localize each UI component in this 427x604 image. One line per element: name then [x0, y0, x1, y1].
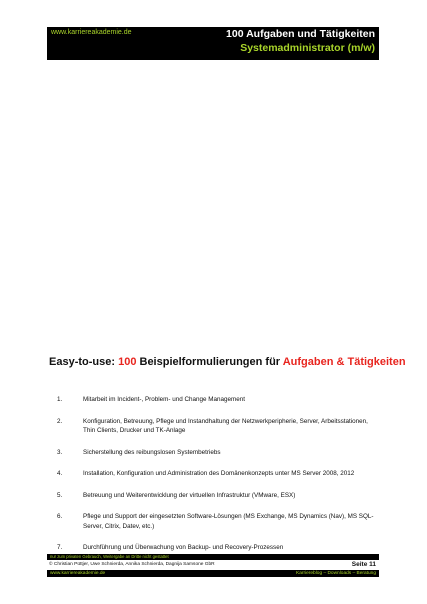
task-number: 5.	[57, 491, 63, 499]
footer-site-link[interactable]: www.karriereakademie.de	[50, 571, 106, 576]
task-number: 6.	[57, 513, 63, 520]
task-text: Betreuung und Weiterentwicklung der virtuellen Infrastruktur (VMware, ESX)	[83, 491, 296, 499]
section-headline	[49, 356, 406, 368]
headline-prefix: Easy-to-use:	[49, 356, 119, 368]
task-item	[57, 448, 377, 458]
header-subtitle: Systemadministrator (m/w)	[240, 42, 375, 54]
task-text: Konfiguration, Betreuung, Pflege und Instandhaltung der Netzwerkperipherie, Server, Arbeitsstationen, Thin Clients, Drucker und TK-Anlage	[83, 417, 368, 434]
task-text: Durchführung und Überwachung von Backup- und Recovery-Prozessen	[83, 544, 284, 551]
footer-blog-link[interactable]: Karriereblog – Downloads – Beratung	[296, 571, 376, 576]
task-item	[57, 491, 377, 501]
task-number: 1.	[57, 396, 63, 403]
task-number: 3.	[57, 448, 63, 456]
headline-number: 100	[118, 356, 137, 368]
task-text: Sicherstellung des reibungslosen Systembetriebs	[83, 448, 221, 456]
task-text: Mitarbeit im Incident-, Problem- und Change Management	[83, 396, 246, 403]
footer-notice: nur zum privaten Gebrauch, Weitergabe an Dritte nicht gestattet	[47, 554, 379, 560]
task-item	[57, 417, 377, 436]
task-text: Installation, Konfiguration und Administration des Domänenkonzepts unter MS Server 2008, 2012	[83, 470, 355, 477]
task-item	[57, 512, 377, 531]
task-item	[57, 395, 377, 405]
headline-highlight: Aufgaben & Tätigkeiten	[282, 356, 406, 368]
task-text: Pflege und Support der eingesetzten Software-Lösungen (MS Exchange, MS Dynamics (Nav), MS SQL-Server, Citrix, Datev, etc.)	[83, 513, 374, 530]
header-bar	[47, 27, 379, 60]
header-title: 100 Aufgaben und Tätigkeiten	[226, 28, 375, 40]
task-list	[57, 395, 377, 553]
task-number: 2.	[57, 417, 63, 425]
task-item	[57, 543, 377, 553]
headline-middle: Beispielformulierungen für	[136, 356, 283, 368]
task-item	[57, 469, 377, 479]
task-number: 4.	[57, 470, 63, 477]
page-number: Seite 11	[351, 561, 376, 568]
footer-copyright: © Christian Püttjer, Uwe Schnierda, Annika Schnierda, Dagnija Samsone GbR	[49, 562, 215, 567]
header-site-link[interactable]: www.karriereakademie.de	[51, 29, 132, 36]
footer-bar	[47, 570, 379, 577]
task-number: 7.	[57, 544, 63, 551]
